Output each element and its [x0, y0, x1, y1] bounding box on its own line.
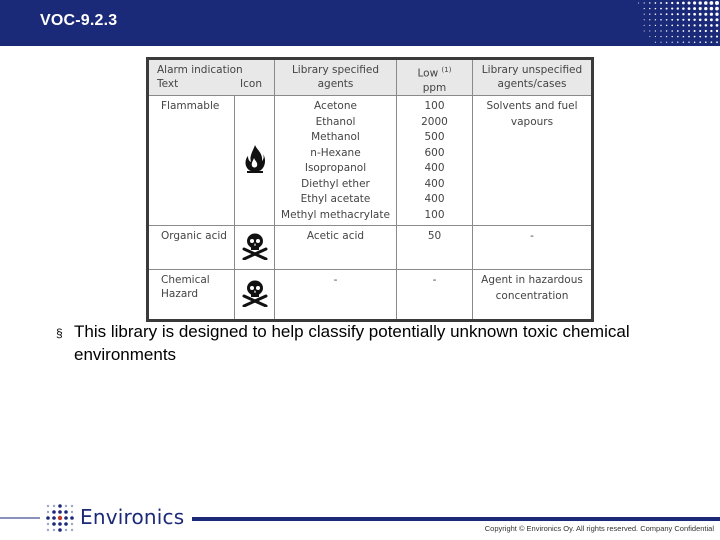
table-row-organic-acid [148, 226, 593, 270]
flame-icon [235, 96, 275, 226]
header-alarm-label: Alarm indication [157, 64, 243, 76]
low-ppm-value: 100 [424, 208, 445, 221]
agent-name: Methyl methacrylate [281, 208, 390, 221]
agent-name: - [333, 274, 338, 286]
header-library-specified-line1: Library specified [291, 64, 380, 76]
alarm-text-chemical-hazard [148, 270, 235, 321]
unspecified-line: - [530, 230, 534, 242]
unspecified-line: vapours [510, 115, 554, 128]
slide-title: VOC-9.2.3 [40, 12, 118, 29]
agent-name: Ethanol [315, 115, 356, 128]
low-ppm-value: 400 [424, 177, 445, 190]
low-ppm-chemical-hazard [397, 270, 473, 321]
header-bar [0, 0, 720, 46]
header-low-line1: Low [417, 67, 439, 80]
low-ppm-value: 50 [427, 230, 442, 242]
table-header-row [148, 59, 593, 96]
alarm-text-organic-acid: Organic acid [148, 226, 235, 270]
library-table [146, 57, 594, 322]
header-library-unspecified-line2: agents/cases [497, 78, 567, 90]
alarm-text-line2: Hazard [161, 288, 199, 300]
table-row-flammable [148, 96, 593, 226]
agent-name: Isopropanol [304, 162, 367, 174]
skull-crossbones-icon [235, 270, 275, 321]
low-ppm-organic-acid [397, 226, 473, 270]
low-ppm-value: 2000 [421, 115, 448, 128]
skull-crossbones-icon [235, 226, 275, 270]
unspecified-line: Agent in hazardous [481, 274, 583, 286]
header-text-label: Text [157, 78, 179, 90]
footer-left-rule [0, 517, 40, 519]
low-ppm-flammable [397, 96, 473, 226]
low-ppm-value: 100 [424, 100, 445, 112]
low-ppm-value: 400 [424, 162, 445, 174]
header-library-specified [275, 59, 397, 96]
agent-name: Acetic acid [306, 230, 365, 242]
alarm-text-line1: Chemical [161, 274, 210, 286]
copyright-text: Copyright © Environics Oy. All rights reserved. Company Confidential [484, 524, 714, 533]
header-library-unspecified-line1: Library unspecified [481, 64, 583, 76]
agents-chemical-hazard [275, 270, 397, 321]
agents-organic-acid [275, 226, 397, 270]
header-low [397, 59, 473, 96]
unspecified-organic-acid [473, 226, 593, 270]
header-library-specified-line2: agents [317, 78, 354, 90]
low-ppm-value: 500 [424, 131, 445, 143]
agent-name: Diethyl ether [301, 177, 370, 190]
unspecified-line: Solvents and fuel [486, 100, 578, 112]
unspecified-flammable [473, 96, 593, 226]
bullet-marker: § [56, 326, 63, 340]
agent-name: Methanol [311, 131, 360, 143]
low-ppm-value: - [432, 274, 437, 286]
dot-pattern-decoration [630, 0, 720, 46]
logo-text: Environics [80, 505, 185, 529]
header-low-line2: ppm [422, 81, 447, 94]
low-ppm-value: 400 [424, 193, 445, 205]
environics-logo [44, 503, 194, 533]
unspecified-chemical-hazard [473, 270, 593, 321]
alarm-text-flammable: Flammable [148, 96, 235, 226]
low-ppm-value: 600 [424, 146, 445, 159]
unspecified-line: concentration [495, 289, 569, 302]
header-library-unspecified [473, 59, 593, 96]
agent-name: Acetone [314, 100, 357, 112]
header-alarm-indication [148, 59, 275, 96]
header-icon-label: Icon [240, 78, 262, 90]
logo-dot-grid-icon [44, 503, 76, 533]
agent-name: Ethyl acetate [300, 193, 371, 205]
table-row-chemical-hazard [148, 270, 593, 321]
header-low-footnote: (1) [441, 66, 452, 74]
footer-rule [192, 517, 720, 521]
bullet-text: This library is designed to help classify potentially unknown toxic chemical environments [74, 322, 630, 364]
agents-flammable [275, 96, 397, 226]
agent-name: n-Hexane [310, 146, 361, 159]
